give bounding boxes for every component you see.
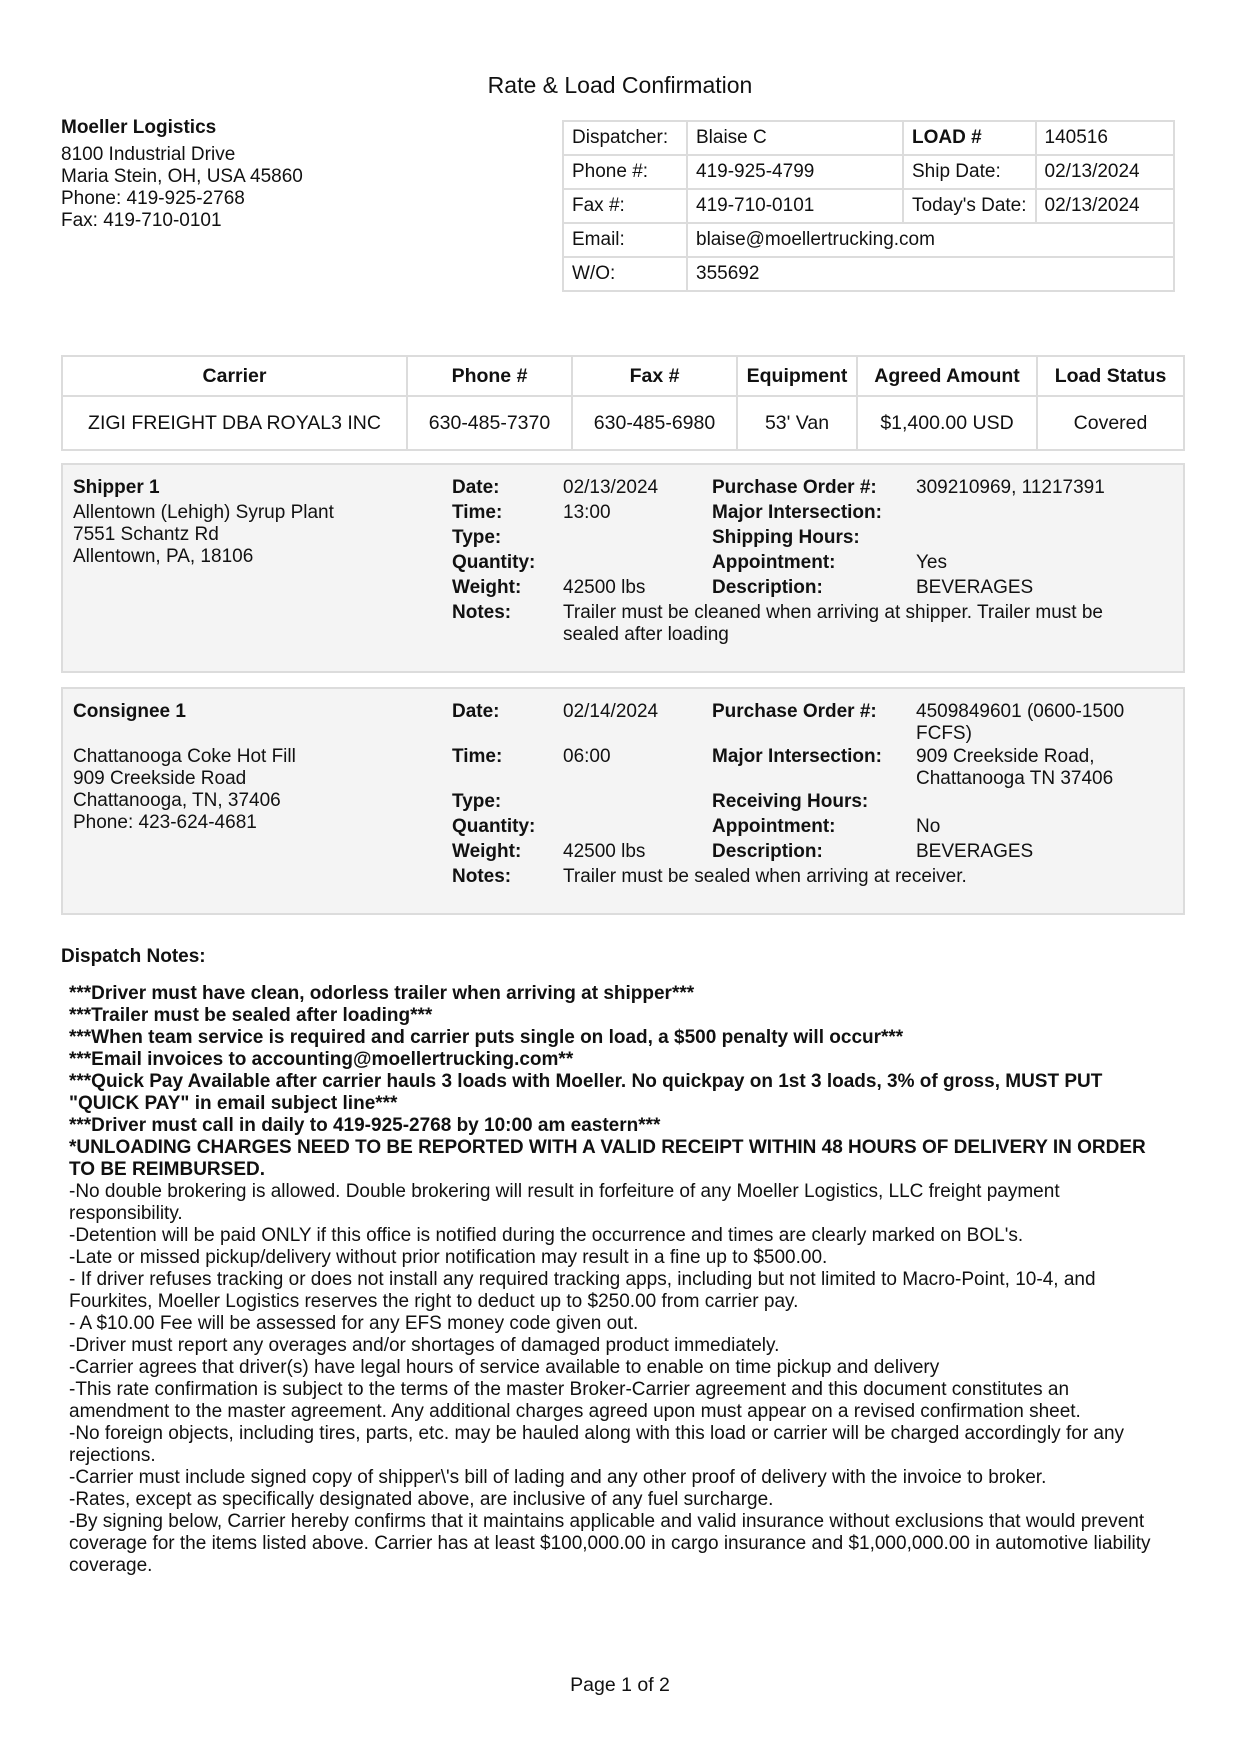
phone-header: Phone # (407, 356, 572, 396)
company-address-line2: Maria Stein, OH, USA 45860 (61, 166, 303, 187)
work-order-value: 355692 (687, 257, 1174, 291)
consignee-time-value: 06:00 (563, 746, 611, 767)
shipper-block (61, 463, 1185, 673)
company-address-line1: 8100 Industrial Drive (61, 144, 236, 165)
load-status: Covered (1037, 396, 1184, 450)
ship-date-label: Ship Date: (903, 155, 1036, 189)
shipper-time-value: 13:00 (563, 502, 611, 523)
note: -Driver must report any overages and/or shortages of damaged product immediately. (69, 1335, 780, 1356)
shipper-description-label: Description: (712, 577, 823, 598)
page-number: Page 1 of 2 (570, 1674, 670, 1696)
company-fax: Fax: 419-710-0101 (61, 210, 222, 231)
equipment-header: Equipment (737, 356, 857, 396)
shipper-po-label: Purchase Order #: (712, 477, 877, 498)
company-phone: Phone: 419-925-2768 (61, 188, 245, 209)
note: -Detention will be paid ONLY if this office is notified during the occurrence and times are clearly marked on BOL's. (69, 1225, 1024, 1246)
company-name: Moeller Logistics (61, 117, 217, 138)
consignee-heading: Consignee 1 (73, 701, 186, 722)
consignee-date-value: 02/14/2024 (563, 701, 659, 722)
load-status-header: Load Status (1037, 356, 1184, 396)
shipper-po-value: 309210969, 11217391 (916, 477, 1105, 498)
shipper-address-line2: Allentown, PA, 18106 (73, 546, 254, 567)
bold-note: ***When team service is required and carrier puts single on load, a $500 penalty will occur*** (69, 1027, 904, 1048)
note: - A $10.00 Fee will be assessed for any EFS money code given out. (69, 1313, 639, 1334)
consignee-time-label: Time: (452, 746, 503, 767)
fax-header: Fax # (572, 356, 737, 396)
shipper-appointment-label: Appointment: (712, 552, 836, 573)
dispatch-notes (69, 983, 1174, 1577)
shipper-weight-label: Weight: (452, 577, 522, 598)
consignee-po-label: Purchase Order #: (712, 701, 877, 722)
note: -By signing below, Carrier hereby confirms that it maintains applicable and valid insurance without exclusions that would prevent coverage for the items listed above. Carrier has at least $100,000.00 in cargo insurance and $1,000,000.00 in automotive liability coverage. (69, 1511, 1151, 1576)
shipper-date-value: 02/13/2024 (563, 477, 659, 498)
consignee-quantity-label: Quantity: (452, 816, 536, 837)
consignee-name: Chattanooga Coke Hot Fill (73, 746, 296, 767)
ship-date-value: 02/13/2024 (1036, 155, 1174, 189)
shipper-time-label: Time: (452, 502, 503, 523)
note: -Late or missed pickup/delivery without prior notification may result in a fine up to $500.00. (69, 1247, 828, 1268)
carrier-fax: 630-485-6980 (572, 396, 737, 450)
carrier-header: Carrier (62, 356, 407, 396)
dispatcher-phone-value: 419-925-4799 (687, 155, 903, 189)
load-number-label: LOAD # (903, 121, 1036, 155)
bold-note: ***Quick Pay Available after carrier hauls 3 loads with Moeller. No quickpay on 1st 3 loads, 3% of gross, MUST PUT "QUICK PAY" in email subject line*** (69, 1071, 1103, 1114)
shipper-date-label: Date: (452, 477, 500, 498)
document-title: Rate & Load Confirmation (487, 72, 753, 98)
note: -No foreign objects, including tires, parts, etc. may be hauled along with this load or carrier will be charged accordingly for any rejections. (69, 1423, 1125, 1466)
shipper-name: Allentown (Lehigh) Syrup Plant (73, 502, 334, 523)
shipper-notes-value: Trailer must be cleaned when arriving at shipper. Trailer must be sealed after loading (563, 602, 1103, 645)
consignee-phone: Phone: 423-624-4681 (73, 812, 257, 833)
carrier-table (61, 355, 1185, 451)
note: - If driver refuses tracking or does not install any required tracking apps, including but not limited to Macro-Point, 10-4, and Fourkites, Moeller Logistics reserves the right to deduct up to $250.00 from carrier pay. (69, 1269, 1096, 1312)
shipper-address-line1: 7551 Schantz Rd (73, 524, 219, 545)
note: -Rates, except as specifically designated above, are inclusive of any fuel surcharge. (69, 1489, 774, 1510)
work-order-label: W/O: (563, 257, 687, 291)
company-block (61, 117, 303, 232)
carrier-equipment: 53' Van (737, 396, 857, 450)
bold-note: ***Driver must have clean, odorless trailer when arriving at shipper*** (69, 983, 695, 1004)
consignee-weight-label: Weight: (452, 841, 522, 862)
bold-note: ***Driver must call in daily to 419-925-2768 by 10:00 am eastern*** (69, 1115, 661, 1136)
dispatcher-label: Dispatcher: (563, 121, 687, 155)
note: -Carrier agrees that driver(s) have legal hours of service available to enable on time pickup and delivery (69, 1357, 940, 1378)
consignee-notes-label: Notes: (452, 866, 512, 887)
shipper-heading: Shipper 1 (73, 477, 160, 498)
consignee-address-line2: Chattanooga, TN, 37406 (73, 790, 281, 811)
dispatcher-value: Blaise C (687, 121, 903, 155)
email-label: Email: (563, 223, 687, 257)
dispatch-info-table (562, 120, 1175, 292)
agreed-amount-header: Agreed Amount (857, 356, 1037, 396)
todays-date-label: Today's Date: (903, 189, 1036, 223)
consignee-notes-value: Trailer must be sealed when arriving at receiver. (563, 866, 967, 887)
dispatcher-phone-label: Phone #: (563, 155, 687, 189)
receiving-hours-label: Receiving Hours: (712, 791, 869, 812)
note: -No double brokering is allowed. Double brokering will result in forfeiture of any Moeller Logistics, LLC freight payment responsibility. (69, 1181, 1060, 1224)
bold-note: *UNLOADING CHARGES NEED TO BE REPORTED WITH A VALID RECEIPT WITHIN 48 HOURS OF DELIVERY IN ORDER TO BE REIMBURSED. (69, 1137, 1146, 1180)
note: -Carrier must include signed copy of shipper\'s bill of lading and any other proof of delivery with the invoice to broker. (69, 1467, 1047, 1488)
consignee-po-value: 4509849601 (0600-1500 FCFS) (916, 701, 1125, 744)
consignee-intersection-label: Major Intersection: (712, 746, 882, 767)
consignee-block (61, 687, 1185, 915)
consignee-weight-value: 42500 lbs (563, 841, 646, 862)
shipper-type-label: Type: (452, 527, 502, 548)
consignee-appointment-label: Appointment: (712, 816, 836, 837)
dispatcher-fax-value: 419-710-0101 (687, 189, 903, 223)
consignee-type-label: Type: (452, 791, 502, 812)
shipper-appointment-value: Yes (916, 552, 947, 573)
consignee-description-value: BEVERAGES (916, 841, 1034, 862)
dispatcher-fax-label: Fax #: (563, 189, 687, 223)
shipper-weight-value: 42500 lbs (563, 577, 646, 598)
consignee-date-label: Date: (452, 701, 500, 722)
bold-note: ***Trailer must be sealed after loading*** (69, 1005, 433, 1026)
dispatch-notes-heading: Dispatch Notes: (61, 946, 206, 967)
email-value[interactable]: blaise@moellertrucking.com (687, 223, 1174, 257)
shipper-quantity-label: Quantity: (452, 552, 536, 573)
shipper-notes-label: Notes: (452, 602, 512, 623)
shipper-intersection-label: Major Intersection: (712, 502, 882, 523)
todays-date-value: 02/13/2024 (1036, 189, 1174, 223)
carrier-name: ZIGI FREIGHT DBA ROYAL3 INC (62, 396, 407, 450)
load-number-value: 140516 (1036, 121, 1174, 155)
shipping-hours-label: Shipping Hours: (712, 527, 860, 548)
agreed-amount: $1,400.00 USD (857, 396, 1037, 450)
carrier-phone: 630-485-7370 (407, 396, 572, 450)
note: -This rate confirmation is subject to the terms of the master Broker-Carrier agreement and this document constitutes an amendment to the master agreement. Any additional charges agreed upon must appear on a revised confirmation sheet. (69, 1379, 1081, 1422)
consignee-address-line1: 909 Creekside Road (73, 768, 247, 789)
consignee-description-label: Description: (712, 841, 823, 862)
bold-note: ***Email invoices to accounting@moellertrucking.com** (69, 1049, 574, 1070)
consignee-appointment-value: No (916, 816, 941, 837)
shipper-description-value: BEVERAGES (916, 577, 1034, 598)
consignee-intersection-value: 909 Creekside Road, Chattanooga TN 37406 (916, 746, 1114, 789)
